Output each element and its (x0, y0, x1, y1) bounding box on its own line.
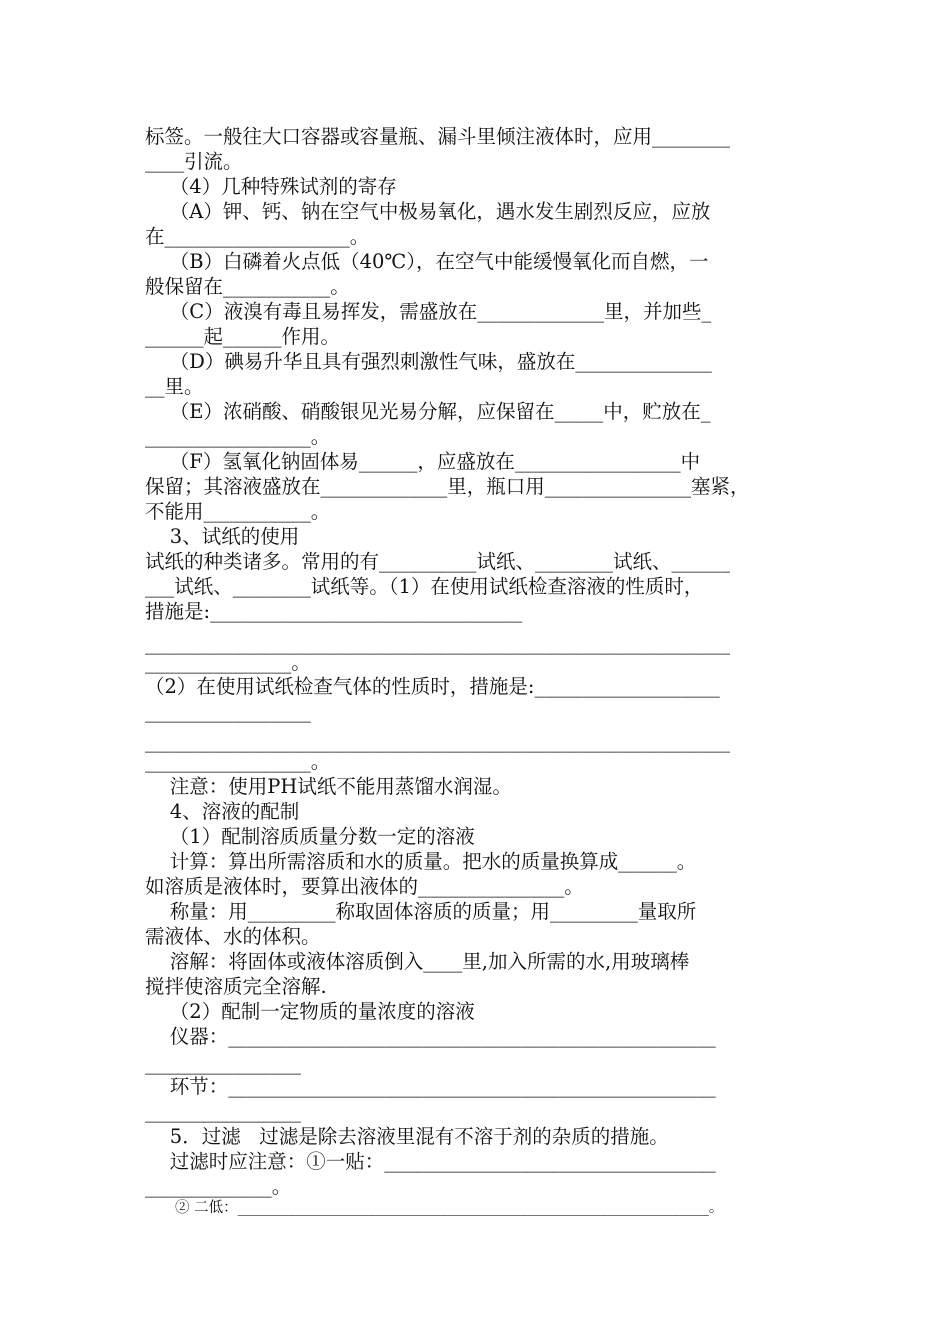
text-line: 标签。一般往大口容器或容量瓶、漏斗里倾注液体时，应用________ (145, 125, 731, 148)
text-line: ________________ (145, 1100, 301, 1123)
text-line: 保留；其溶液盛放在_____________里，瓶口用_______________塞紧， (145, 475, 750, 498)
text-line: _____________。 (145, 1175, 292, 1198)
text-line: （E）浓硝酸、硝酸银见光易分解，应保留在_____中，贮放在_ (145, 400, 711, 423)
text-line: _________________。 (145, 750, 331, 773)
text-line: ________________ (145, 1052, 301, 1075)
text-line: 需液体、水的体积。 (145, 925, 321, 948)
text-line: 注意：使用PH试纸不能用蒸馏水润湿。 (145, 775, 512, 798)
text-line: 试纸的种类诸多。常用的有__________试纸、________试纸、______ (145, 550, 731, 573)
text-line: 般保留在___________。 (145, 275, 350, 298)
text-line: （F）氢氧化钠固体易______，应盛放在_________________中 (145, 450, 701, 473)
text-line: 如溶质是液体时，要算出液体的_______________。 (145, 875, 584, 898)
text-line: ____________________________________________________________ (145, 730, 730, 753)
text-line: _______________。 (145, 651, 311, 674)
text-line: （4）几种特殊试剂的寄存 (145, 175, 397, 198)
text-line: （D）碘易升华且具有强烈刺激性气味，盛放在______________ (145, 350, 712, 373)
text-line: _________________。 (145, 425, 331, 448)
text-line: 搅拌使溶质完全溶解. (145, 975, 327, 998)
text-line: 计算：算出所需溶质和水的质量。把水的质量换算成______。 (145, 850, 697, 873)
text-line: ___试纸、________试纸等。（1）在使用试纸检查溶液的性质时， (145, 575, 704, 598)
text-line: 4、溶液的配制 (145, 800, 300, 823)
text-line: 溶解：将固体或液体溶质倒入____里,加入所需的水,用玻璃棒 (145, 950, 690, 973)
text-line: （2）配制一定物质的量浓度的溶液 (145, 1000, 475, 1023)
text-line: ____引流。 (145, 150, 243, 173)
text-line: 过滤时应注意：①一贴：__________________________________ (145, 1150, 716, 1173)
text-line: 5．过滤 过滤是除去溶液里混有不溶于剂的杂质的措施。 (145, 1125, 669, 1148)
footnote-line: ② 二低：_________________________________________________________________。 (175, 1200, 724, 1216)
text-line: 不能用___________。 (145, 500, 331, 523)
text-line: 措施是:________________________________ (145, 600, 523, 623)
text-line: _________________ (145, 700, 311, 723)
text-line: __里。 (145, 375, 204, 398)
text-line: ______起______作用。 (145, 325, 341, 348)
text-line: （2）在使用试纸检查气体的性质时，措施是:___________________ (145, 675, 720, 698)
text-line: 称量：用_________称取固体溶质的质量；用_________量取所 (145, 900, 697, 923)
text-line: （C）液溴有毒且易挥发，需盛放在_____________里，并加些_ (145, 300, 712, 323)
text-line: 在___________________。 (145, 225, 370, 248)
text-line: （A）钾、钙、钠在空气中极易氧化，遇水发生剧烈反应，应放 (145, 200, 711, 223)
text-line: ____________________________________________________________ (145, 632, 730, 655)
text-line: （1）配制溶质质量分数一定的溶液 (145, 825, 475, 848)
text-line: （B）白磷着火点低（40℃），在空气中能缓慢氧化而自燃，一 (145, 250, 709, 273)
text-line: 环节：__________________________________________________ (145, 1075, 716, 1098)
text-line: 3、试纸的使用 (145, 525, 300, 548)
text-line: 仪器：__________________________________________________ (145, 1025, 716, 1048)
